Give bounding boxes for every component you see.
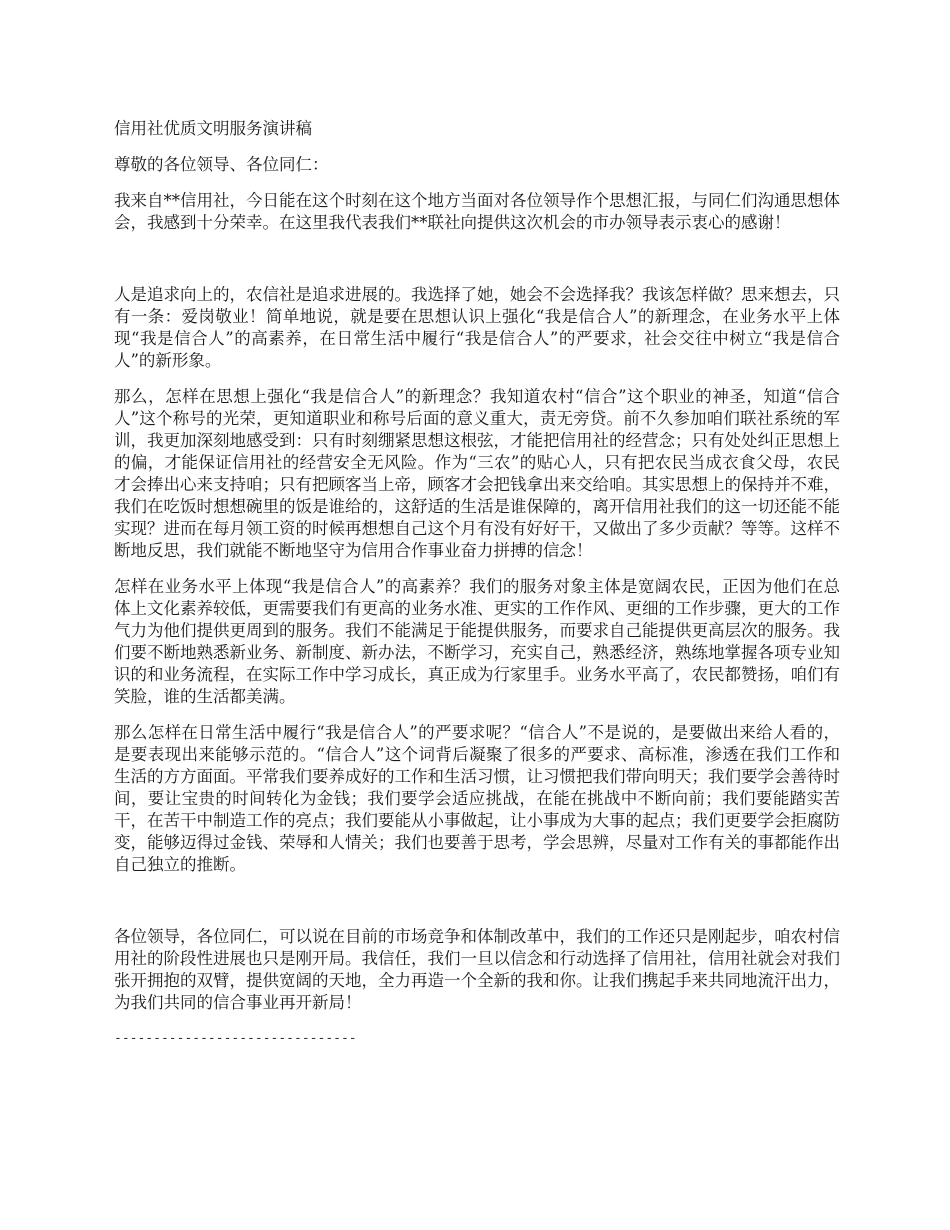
blank-space — [114, 890, 840, 926]
paragraph-dedication: 人是追求向上的，农信社是追求进展的。我选择了她，她会不会选择我？我该怎样做？思来想去，只有一条：爱岗敬业！简单地说，就是要在思想认识上强化“我是信合人”的新理念，在业务水平上体现“我是信合人”的高素养，在日常生活中履行“我是信合人”的严要求，社会交往中树立“我是信合人”的新形象。 — [114, 285, 840, 370]
paragraph-closing: 各位领导，各位同仁，可以说在目前的市场竞争和体制改革中，我们的工作还只是刚起步，咱农村信用社的阶段性进展也只是刚开局。我信任，我们一旦以信念和行动选择了信用社，信用社就会对我们张开拥抱的双臂，提供宽阔的天地，全力再造一个全新的我和你。让我们携起手来共同地流汗出力，为我们共同的信合事业再开新局！ — [114, 927, 840, 1012]
divider-line: ------------------------------- — [114, 1031, 357, 1046]
paragraph-daily-life: 那么怎样在日常生活中履行“我是信合人”的严要求呢？“信合人”不是说的，是要做出来给人看的，是要表现出来能够示范的。“信合人”这个词背后凝聚了很多的严要求、高标准，渗透在我们工作和生活的方方面面。平常我们要养成好的工作和生活习惯，让习惯把我们带向明天；我们要学会善待时间，要让宝贵的时间转化为金钱；我们要学会适应挑战，在能在挑战中不断向前；我们要能踏实苦干，在苦干中制造工作的亮点；我们要能从小事做起，让小事成为大事的起点；我们更要学会拒腐防变，能够迈得过金钱、荣辱和人情关；我们也要善于思考，学会思辨，尽量对工作有关的事都能作出自己独立的推断。 — [114, 723, 840, 874]
document-body — [114, 118, 840, 1050]
paragraph-mindset: 那么，怎样在思想上强化“我是信合人”的新理念？我知道农村“信合”这个职业的神圣，知道“信合人”这个称号的光荣，更知道职业和称号后面的意义重大，责无旁贷。前不久参加咱们联社系统的军训，我更加深刻地感受到：只有时刻绷紧思想这根弦，才能把信用社的经营念；只有处处纠正思想上的偏，才能保证信用社的经营安全无风险。作为“三农”的贴心人，只有把农民当成衣食父母，农民才会捧出心来支持咱；只有把顾客当上帝，顾客才会把钱拿出来交给咱。其实思想上的保持并不难，我们在吃饭时想想碗里的饭是谁给的，这舒适的生活是谁保障的，离开信用社我们的这一切还能不能实现？进而在每月领工资的时候再想想自己这个月有没有好好干，又做出了多少贡献？等等。这样不断地反思，我们就能不断地坚守为信用合作事业奋力拼搏的信念！ — [114, 387, 840, 560]
paragraph-skills: 怎样在业务水平上体现“我是信合人”的高素养？我们的服务对象主体是宽阔农民，正因为他们在总体上文化素养较低，更需要我们有更高的业务水准、更实的工作作风、更细的工作步骤，更大的工作气力为他们提供更周到的服务。我们不能满足于能提供服务，而要求自己能提供更高层次的服务。我们要不断地熟悉新业务、新制度、新办法，不断学习，充实自己，熟悉经济，熟练地掌握各项专业知识的和业务流程，在实际工作中学习成长，真正成为行家里手。业务水平高了，农民都赞扬，咱们有笑脸，谁的生活都美满。 — [114, 577, 840, 706]
greeting: 尊敬的各位领导、各位同仁： — [114, 155, 329, 174]
blank-space — [114, 248, 840, 284]
paragraph-intro: 我来自**信用社，今日能在这个时刻在这个地方当面对各位领导作个思想汇报，与同仁们沟通思想体会，我感到十分荣幸。在这里我代表我们**联社向提供这次机会的市办领导表示衷心的感谢！ — [114, 191, 840, 232]
document-title: 信用社优质文明服务演讲稿 — [114, 119, 312, 138]
